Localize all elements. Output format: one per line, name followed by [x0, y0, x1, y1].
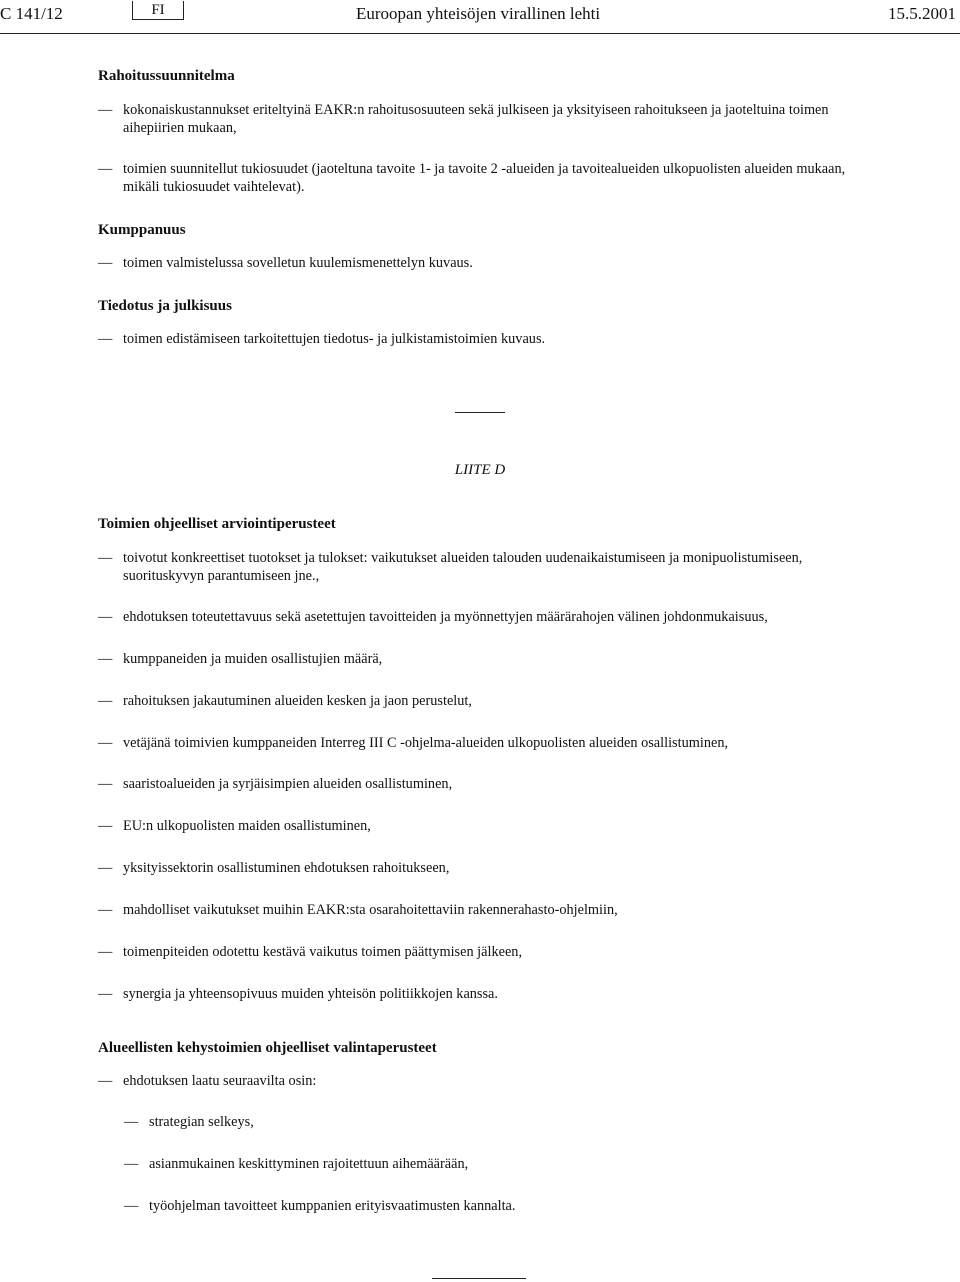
list-item [98, 902, 868, 920]
list-item [98, 331, 868, 349]
dash-mark: — [124, 1198, 139, 1214]
dash-mark: — [98, 550, 113, 566]
list-item-text: toimenpiteiden odotettu kestävä vaikutus toimen päättymisen jälkeen, [123, 944, 523, 960]
dash-mark: — [98, 609, 113, 625]
list-item-text: yksityissektorin osallistuminen ehdotuksen rahoitukseen, [123, 860, 450, 876]
list-item-text: kumppaneiden ja muiden osallistujien määrä, [123, 651, 383, 667]
list-item [98, 609, 868, 627]
dash-mark: — [98, 944, 113, 960]
list-item-text: kokonaiskustannukset eriteltyinä EAKR:n rahoitusosuuteen sekä julkiseen ja yksityiseen rahoitukseen ja jaoteltuina toimen aihepiirien mukaan, [123, 102, 829, 136]
list-item [98, 735, 868, 753]
publication-date: 15.5.2001 [888, 4, 956, 23]
list-item [98, 693, 868, 711]
section-heading-valinta: Alueellisten kehystoimien ohjeelliset valintaperusteet [98, 1040, 437, 1056]
section-heading-rahoitus: Rahoitussuunnitelma [98, 68, 235, 84]
dash-mark: — [98, 902, 113, 918]
section-separator [455, 412, 505, 413]
sub-list-item-text: strategian selkeys, [149, 1114, 254, 1130]
dash-mark: — [98, 255, 113, 271]
list-item [98, 986, 868, 1004]
list-item [98, 1073, 868, 1091]
dash-mark: — [98, 331, 113, 347]
list-item [98, 161, 868, 196]
list-item-text: mahdolliset vaikutukset muihin EAKR:sta osarahoitettaviin rakennerahasto-ohjelmiin, [123, 902, 618, 918]
list-item-text: vetäjänä toimivien kumppaneiden Interreg III C -ohjelma-alueiden ulkopuolisten alueiden osallistuminen, [123, 735, 729, 751]
dash-mark: — [98, 860, 113, 876]
list-item [98, 818, 868, 836]
list-item [98, 255, 868, 273]
list-item-text: toimien suunnitellut tukiosuudet (jaoteltuna tavoite 1- ja tavoite 2 -alueiden ja tavoitealueiden ulkopuolisten alueiden mukaan, mikäli tukiosuudet vaihtelevat). [123, 161, 846, 195]
dash-mark: — [98, 818, 113, 834]
list-item [98, 776, 868, 794]
dash-mark: — [98, 986, 113, 1002]
list-item [98, 944, 868, 962]
dash-mark: — [98, 735, 113, 751]
journal-title: Euroopan yhteisöjen virallinen lehti [356, 4, 601, 23]
list-item-text: ehdotuksen toteutettavuus sekä asetettujen tavoitteiden ja myönnettyjen määrärahojen välinen johdonmukaisuus, [123, 609, 768, 625]
section-heading-tiedotus: Tiedotus ja julkisuus [98, 298, 232, 314]
sub-list-item-text: asianmukainen keskittyminen rajoitettuun aihemäärään, [149, 1156, 469, 1172]
dash-mark: — [98, 776, 113, 792]
sub-list-item-text: työohjelman tavoitteet kumppanien erityisvaatimusten kannalta. [149, 1198, 516, 1214]
section-heading-kumppanuus: Kumppanuus [98, 222, 186, 238]
list-item [98, 651, 868, 669]
dash-mark: — [98, 161, 113, 177]
dash-mark: — [98, 693, 113, 709]
dash-mark: — [98, 1073, 113, 1089]
annex-title: LIITE D [454, 462, 506, 478]
list-item-text: toivotut konkreettiset tuotokset ja tulokset: vaikutukset alueiden talouden uudenaikaistumiseen ja monipuolistumiseen, suorituskyvyn parantumiseen jne., [123, 550, 803, 584]
list-item-text: toimen edistämiseen tarkoitettujen tiedotus- ja julkistamistoimien kuvaus. [123, 331, 546, 347]
page-code: C 141/12 [0, 4, 63, 23]
dash-mark: — [98, 102, 113, 118]
header-rule [0, 33, 960, 34]
list-item-text: synergia ja yhteensopivuus muiden yhteisön politiikkojen kanssa. [123, 986, 498, 1002]
dash-mark: — [98, 651, 113, 667]
list-item-text: toimen valmistelussa sovelletun kuulemismenettelyn kuvaus. [123, 255, 473, 271]
list-item [98, 860, 868, 878]
list-item [98, 102, 868, 137]
language-label: FI [132, 1, 184, 20]
sub-list-item [124, 1156, 868, 1174]
list-item-text: saaristoalueiden ja syrjäisimpien alueiden osallistuminen, [123, 776, 453, 792]
list-item [98, 550, 868, 585]
list-item-text: ehdotuksen laatu seuraavilta osin: [123, 1073, 317, 1089]
end-rule [432, 1278, 526, 1279]
dash-mark: — [124, 1156, 139, 1172]
sub-list-item [124, 1198, 868, 1216]
section-heading-arviointi: Toimien ohjeelliset arviointiperusteet [98, 516, 336, 532]
sub-list-item [124, 1114, 868, 1132]
page-header [0, 0, 960, 34]
list-item-text: rahoituksen jakautuminen alueiden kesken ja jaon perustelut, [123, 693, 472, 709]
dash-mark: — [124, 1114, 139, 1130]
list-item-text: EU:n ulkopuolisten maiden osallistuminen, [123, 818, 371, 834]
